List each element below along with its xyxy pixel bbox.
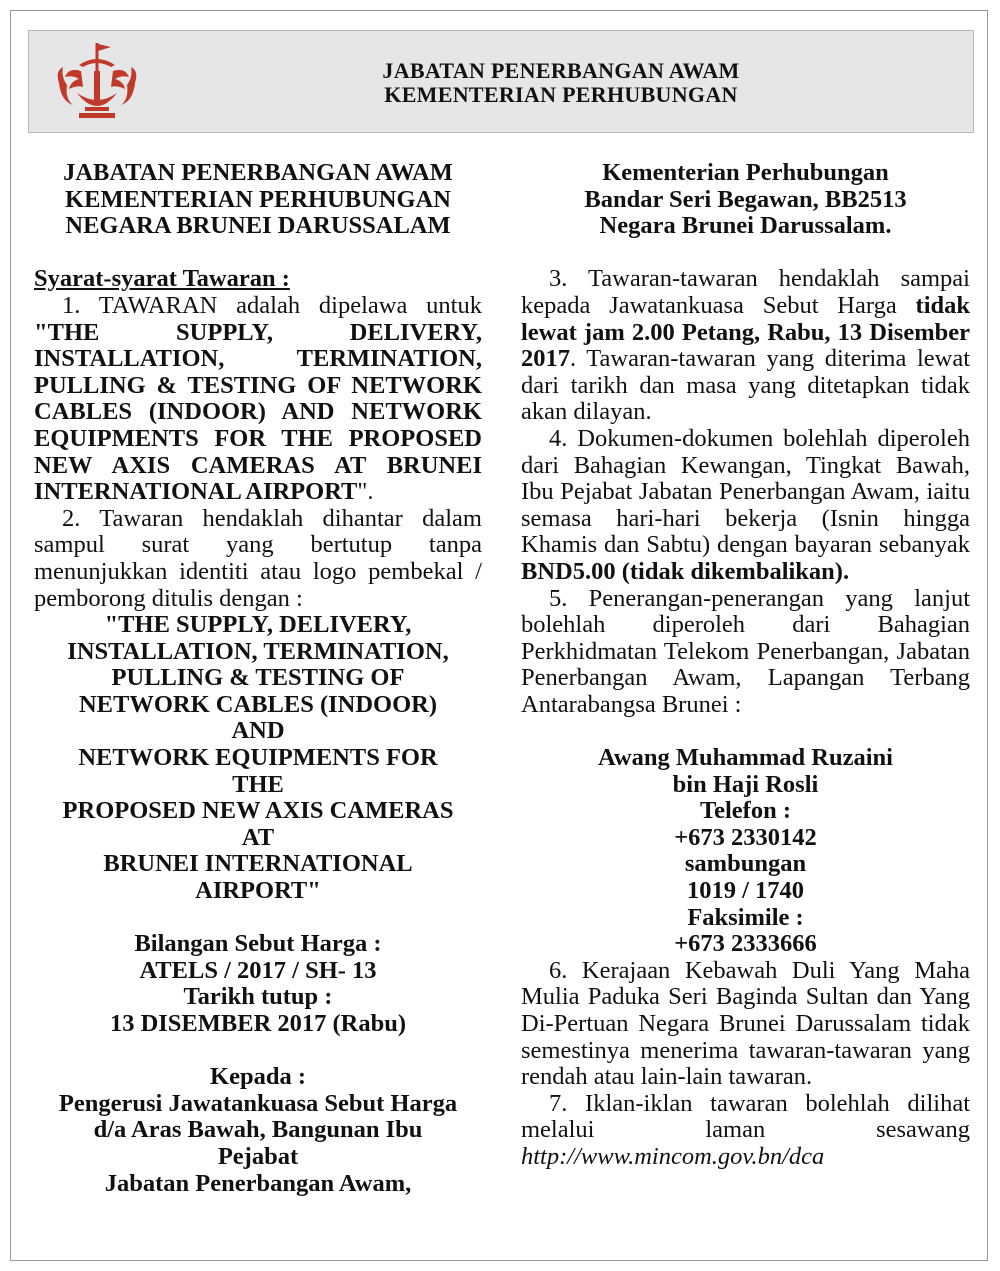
quote-info [34, 931, 482, 1037]
item-1 [34, 293, 482, 506]
project-title-line: AT [241, 823, 275, 851]
item-3-deadline: tidak lewat jam 2.00 Petang, Rabu, 13 Disember 2017 [521, 291, 970, 373]
item-1-project: "THE SUPPLY, DELIVERY, INSTALLATION, TERMINATION, PULLING & TESTING OF NETWORK CABLES (INDOOR) AND NETWORK EQUIPMENTS FOR THE PROPOSED NEW AXIS CAMERAS AT BRUNEI INTERNATIONAL AIRPORT [34, 318, 482, 506]
left-column [34, 160, 482, 1197]
item-5: 5. Penerangan-penerangan yang lanjut bolehlah diperoleh dari Bahagian Perkhidmatan Telekom Penerbangan, Jabatan Penerbangan Awam, Lapangan Terbang Antarabangsa Brunei : [521, 584, 970, 718]
project-title-line: INSTALLATION, TERMINATION, [67, 637, 449, 665]
project-title-line: NETWORK EQUIPMENTS FOR [78, 744, 438, 772]
item-6: 6. Kerajaan Kebawah Duli Yang Maha Mulia Paduka Seri Baginda Sultan dan Yang Di-Pertuan Negara Brunei Darussalam tidak semestinya menerima tawaran-tawaran yang rendah atau lain-lain tawaran. [521, 956, 970, 1091]
right-column [521, 160, 970, 1171]
closing-date: 13 DISEMBER 2017 (Rabu) [109, 1010, 407, 1037]
project-title-line: BRUNEI INTERNATIONAL [103, 850, 413, 878]
project-title-line: "THE SUPPLY, DELIVERY, [104, 611, 412, 639]
item-3-suffix: . Tawaran-tawaran yang diterima lewat dari tarikh dan masa yang ditetapkan tidak akan dilayan. [521, 345, 970, 426]
extension-label: sambungan [684, 850, 807, 878]
item-3-prefix: 3. Tawaran-tawaran hendaklah sampai kepada Jawatankuasa Sebut Harga [521, 265, 970, 319]
quote-number: ATELS / 2017 / SH- 13 [139, 956, 377, 984]
left-heading-line: JABATAN PENERBANGAN AWAM [63, 159, 453, 186]
phone-label: Telefon : [700, 797, 791, 825]
item-1-prefix: 1. TAWARAN adalah dipelawa untuk [62, 291, 482, 319]
project-title-line: PROPOSED NEW AXIS CAMERAS [62, 797, 454, 825]
project-title [34, 612, 482, 905]
address-line: d/a Aras Bawah, Bangunan Ibu [93, 1116, 423, 1144]
brunei-crest-icon [51, 41, 143, 123]
item-7: 7. Iklan-iklan tawaran bolehlah dilihat melalui laman sesawang [521, 1089, 970, 1144]
project-title-line: THE [232, 770, 284, 798]
section-title: Syarat-syarat Tawaran : [34, 265, 290, 293]
address-line: Kementerian Perhubungan [602, 159, 889, 186]
address-line: Negara Brunei Darussalam. [599, 212, 892, 240]
item-4-text: 4. Dokumen-dokumen bolehlah diperoleh dari Bahagian Kewangan, Tingkat Bawah, Ibu Pejabat Jabatan Penerbangan Awam, iaitu semasa hari-hari bekerja (Isnin hingga Khamis dan Sabtu) dengan bayaran sebanyak [521, 424, 970, 559]
recipient-label: Kepada : [210, 1063, 306, 1091]
item-4-fee: BND5.00 (tidak dikembalikan). [521, 557, 850, 585]
address-continued [521, 160, 970, 240]
item-2: 2. Tawaran hendaklah dihantar dalam sampul surat yang bertutup tanpa menunjukkan identiti atau logo pembekal / pemborong ditulis dengan : [34, 504, 482, 612]
header-banner [28, 30, 974, 133]
quote-number-label: Bilangan Sebut Harga : [134, 930, 382, 958]
project-title-line: NETWORK CABLES (INDOOR) [78, 690, 437, 718]
header-titles [189, 59, 933, 107]
contact-name: bin Haji Rosli [672, 770, 819, 798]
website-link[interactable]: http://www.mincom.gov.bn/dca [521, 1142, 825, 1170]
phone-number: +673 2330142 [674, 823, 817, 851]
address-line: Jabatan Penerbangan Awam, [104, 1169, 412, 1197]
address-line: Pengerusi Jawatankuasa Sebut Harga [58, 1089, 458, 1117]
closing-date-label: Tarikh tutup : [183, 983, 333, 1011]
header-title-line1: JABATAN PENERBANGAN AWAM [382, 58, 740, 83]
left-heading-line: KEMENTERIAN PERHUBUNGAN [65, 185, 451, 213]
item-4 [521, 426, 970, 586]
left-heading [34, 160, 482, 240]
extension-number: 1019 / 1740 [686, 877, 805, 905]
contact-block [521, 745, 970, 958]
contact-name: Awang Muhammad Ruzaini [598, 744, 893, 772]
address-line: Bandar Seri Begawan, BB2513 [584, 185, 907, 213]
project-title-line: AND [231, 717, 285, 745]
fax-label: Faksimile : [687, 903, 804, 931]
recipient-address [34, 1064, 482, 1197]
address-line: Pejabat [217, 1142, 299, 1170]
project-title-line: AIRPORT" [195, 877, 321, 905]
item-1-suffix: ". [357, 478, 374, 506]
project-title-line: PULLING & TESTING OF [111, 664, 405, 692]
item-3 [521, 266, 970, 426]
fax-number: +673 2333666 [674, 930, 817, 958]
header-title-line2: KEMENTERIAN PERHUBUNGAN [384, 82, 738, 107]
left-heading-line: NEGARA BRUNEI DARUSSALAM [65, 212, 451, 240]
